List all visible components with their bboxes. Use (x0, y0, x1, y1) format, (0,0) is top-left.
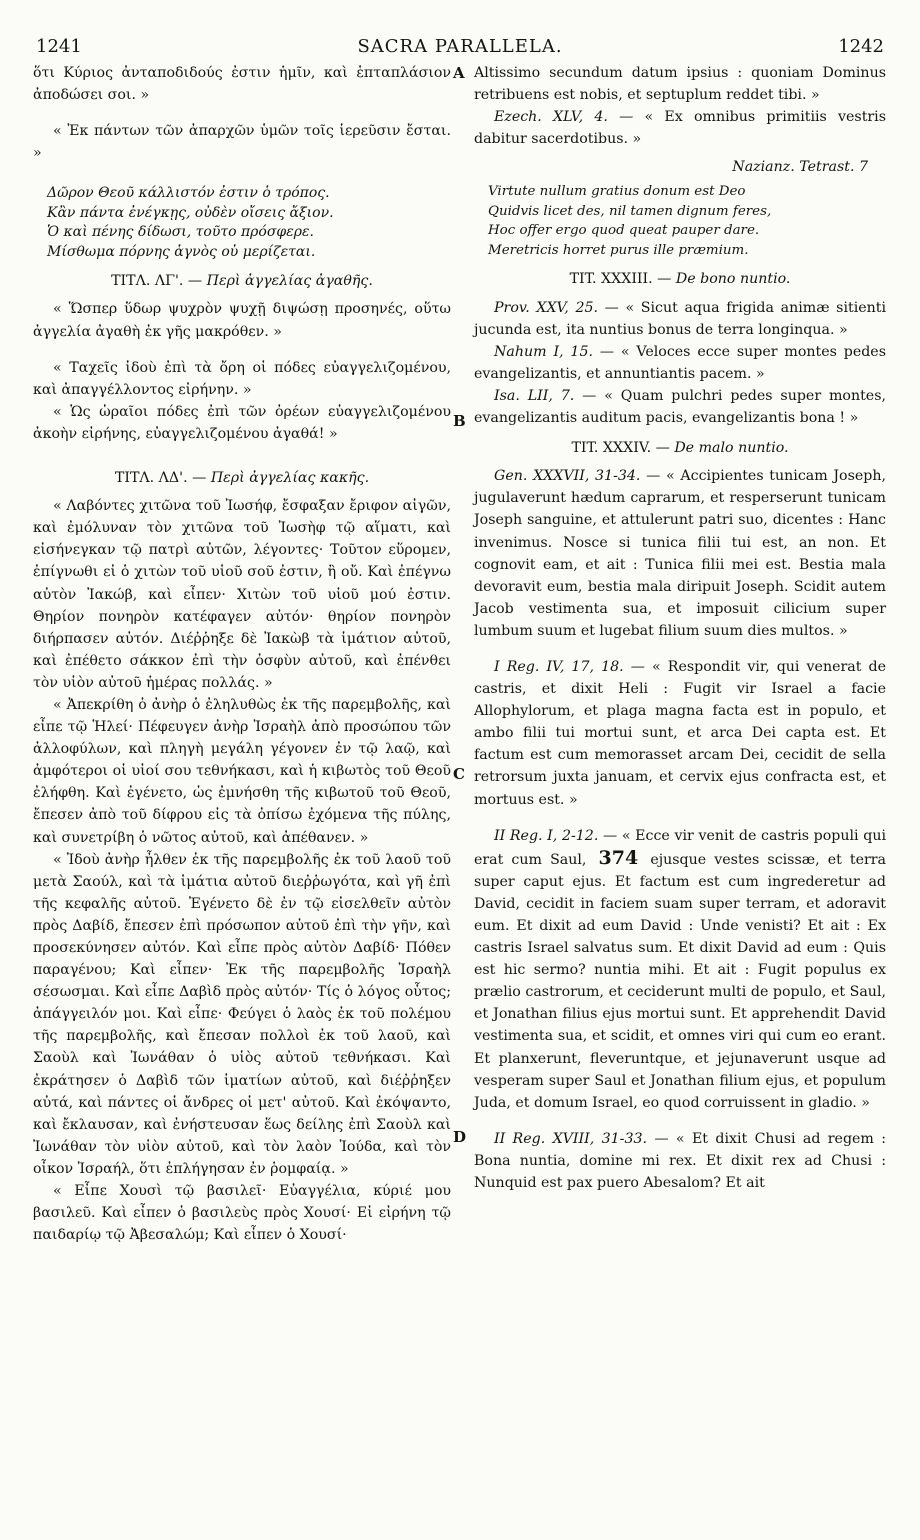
margin-marker-c: C (453, 765, 465, 783)
latin-paragraph: I Reg. IV, 17, 18. — « Respondit vir, qui venerat de castris, et dixit Heli : Fugit vir Israel a facie Allophylorum, et plaga magna facta est in populo, et ambo filii tui mortui sunt, et arca Dei capta est. Et factum est cum memorasset arcam Dei, cecidit de sella retrorsum juxta januam, et cervix ejus confracta est, et mortuus est. » (474, 658, 886, 808)
poem-line: Meretricis horret purus ille præmium. (488, 242, 749, 258)
margin-marker-b: B (453, 412, 466, 430)
scripture-reference: Ezech. XLV, 4. — (494, 109, 634, 126)
poem-source: Nazianz. Tetrast. 7 (732, 159, 868, 176)
running-title: SACRA PARALLELA. (357, 36, 563, 57)
scripture-reference: II Reg. I, 2-12. — (494, 827, 618, 844)
greek-paragraph: « Εἶπε Χουσὶ τῷ βασιλεῖ· Εὐαγγέλια, κύριέ μου βασιλεῦ. Καὶ εἶπεν ὁ βασιλεὺς πρὸς Χουσί· Εἰ εἰρήνη τῷ παιδαρίῳ τῷ Ἀβεσαλώμ; Καὶ εἶπεν ὁ Χουσί· (33, 1183, 451, 1244)
scripture-reference: Prov. XXV, 25. — (494, 299, 619, 316)
poem-line: Κἂν πάντα ἐνέγκῃς, οὐδὲν οἴσεις ἄξιον. (47, 204, 334, 221)
latin-column (474, 62, 886, 1194)
poem-line: Hoc offer ergo quod queat pauper dare. (488, 223, 760, 239)
latin-paragraph: Prov. XXV, 25. — « Sicut aqua frigida animæ sitienti jucunda est, ita nuntius bonus de terra longinqua. » (474, 299, 886, 338)
section-title (33, 467, 451, 489)
poem-line: Μίσθωμα πόρνης ἁγνὸς οὐ μερίζεται. (47, 243, 316, 260)
margin-marker-a: A (453, 64, 465, 82)
scripture-reference: Isa. LII, 7. — (494, 387, 597, 404)
section-name: De bono nuntio. (675, 271, 791, 288)
greek-paragraph: « Λαβόντες χιτῶνα τοῦ Ἰωσήφ, ἔσφαξαν ἔριφον αἰγῶν, καὶ ἐμόλυναν τὸν χιτῶνα τοῦ Ἰωσὴφ τῷ αἵματι, καὶ εἰσήνεγκαν τῷ πατρὶ αὐτῶν, λέγοντες· Τοῦτον εὕρομεν, ἐπίγνωθι εἰ ὁ χιτὼν τοῦ υἱοῦ σοῦ ἐστιν, ἢ οὔ. Καὶ ἐπέγνω αὐτὸν Ἰακώβ, καὶ εἶπεν· Χιτὼν τοῦ υἱοῦ μού ἐστιν. Θηρίον πονηρὸν κατέφαγεν αὐτόν· θηρίον πονηρὸν διήρπασεν αὐτόν. Διέῤῥηξε δὲ Ἰακὼβ τὰ ἱμάτιον αὐτοῦ, καὶ ἐπέθετο σάκκον ἐπὶ τὴν ὀσφὺν αὐτοῦ, καὶ ἐπένθει τὸν υἱὸν αὐτοῦ ἡμέρας πολλάς. » (33, 498, 451, 691)
scripture-reference: Gen. XXXVII, 31-34. — (494, 468, 661, 485)
latin-paragraph: Isa. LII, 7. — « Quam pulchri pedes super montes, evangelizantis auditum pacis, evangelizantis bona ! » (474, 387, 886, 427)
page-number-right: 1242 (838, 36, 884, 57)
greek-paragraph: « Ταχεῖς ἰδοὺ ἐπὶ τὰ ὄρη οἱ πόδες εὐαγγελιζομένου, καὶ ἀπαγγέλλοντος εἰρήνην. » (33, 359, 451, 398)
poem-line: Δῶρον Θεοῦ κάλλιστόν ἐστιν ὁ τρόπος. (47, 185, 330, 202)
section-number: TIT. XXXIII. — (569, 271, 672, 288)
section-number: ΤΙΤΛ. ΛΓ'. — (111, 273, 203, 290)
greek-column (33, 62, 451, 1246)
greek-paragraph: « Ἐκ πάντων τῶν ἀπαρχῶν ὑμῶν τοῖς ἱερεῦσιν ἔσται. » (33, 123, 451, 162)
latin-paragraph: Altissimo secundum datum ipsius : quoniam Dominus retribuens est nobis, et septuplum reddet tibi. » (474, 65, 886, 104)
scripture-reference: I Reg. IV, 17, 18. — (494, 658, 645, 675)
poem-line: Ὁ καὶ πένης δίδωσι, τοῦτο πρόσφερε. (47, 224, 314, 241)
section-name: De malo nuntio. (674, 440, 789, 457)
section-name: Περὶ ἀγγελίας κακῆς. (210, 470, 370, 487)
scripture-reference: Nahum I, 15. — (494, 343, 615, 360)
poem-line: Virtute nullum gratius donum est Deo (488, 184, 746, 200)
latin-poem (488, 182, 886, 260)
latin-paragraph: Ezech. XLV, 4. — « Ex omnibus primitiis vestris dabitur sacerdotibus. » (474, 109, 887, 148)
section-title (474, 437, 886, 459)
section-title (474, 268, 886, 290)
poem-line: Quidvis licet des, nil tamen dignum feres, (488, 203, 772, 219)
greek-paragraph: « Ὡς ὡραῖοι πόδες ἐπὶ τῶν ὀρέων εὐαγγελιζομένου ἀκοὴν εἰρήνης, εὐαγγελιζομένου ἀγαθά! » (33, 403, 451, 442)
page-number-left: 1241 (36, 36, 82, 57)
latin-paragraph: Nahum I, 15. — « Veloces ecce super montes pedes evangelizantis, et annuntiantis pacem. » (474, 343, 886, 382)
page-header (0, 36, 920, 62)
greek-paragraph: « Ὥσπερ ὕδωρ ψυχρὸν ψυχῇ διψώσῃ προσηνές, οὕτω ἀγγελία ἀγαθὴ ἐκ γῆς μακρόθεν. » (33, 301, 451, 340)
greek-paragraph: ὅτι Κύριος ἀνταποδιδούς ἐστιν ἡμῖν, καὶ ἑπταπλάσιον ἀποδώσει σοι. » (33, 65, 451, 104)
scripture-reference: II Reg. XVIII, 31-33. — (494, 1130, 669, 1147)
migne-column-number: 374 (598, 846, 639, 869)
section-number: ΤΙΤΛ. ΛΔ'. — (114, 470, 207, 487)
section-number: TIT. XXXIV. — (571, 440, 670, 457)
latin-paragraph: II Reg. I, 2-12. — « Ecce vir venit de castris populi qui erat cum Saul, 374 ejusque vestes scissæ, et terra super caput ejus. Et factum est cum ingrederetur ad David, cecidit in faciem suam super terram, et adoravit eum. Et dixit ad eum David : Unde venisti? Et ait : Ex castris Israel salvatus sum. Et dixit David ad eum : Quis est hic sermo? nuntia mihi. Et ait : Fugit populus ex prælio castrorum, et ceciderunt multi de populo, et Saul, et Jonathan filius ejus mortui sunt. Et apprehendit David vestimenta sua, et scidit, et omnes viri qui cum eo erant. Et planxerunt, fleveruntque, et jejunaverunt usque ad vesperam super Saul et Jonathan filium ejus, et populum Juda, et domum Israel, eo quod corruissent in gladio. » (474, 827, 887, 1111)
latin-paragraph: II Reg. XVIII, 31-33. — « Et dixit Chusi ad regem : Bona nuntia, domine mi rex. Et dixit rex ad Chusi : Nunquid est pax puero Abesalom? Et ait (474, 1130, 887, 1192)
greek-poem (47, 184, 451, 262)
margin-marker-d: D (453, 1128, 467, 1146)
section-title (33, 270, 451, 292)
greek-paragraph: « Ἀπεκρίθη ὁ ἀνὴρ ὁ ἐληλυθὼς ἐκ τῆς παρεμβολῆς, καὶ εἶπε τῷ Ἡλεί· Πέφευγεν ἀνὴρ Ἰσραὴλ ἀπὸ προσώπου τῶν ἀλλοφύλων, καὶ πληγὴ μεγάλη γέγονεν ἐν τῷ λαῷ, καὶ ἀμφότεροι οἱ υἱοί σου τεθνήκασι, καὶ ἡ κιβωτὸς τοῦ Θεοῦ ἐλήφθη. Καὶ ἐγένετο, ὡς ἐμνήσθη τῆς κιβωτοῦ τοῦ Θεοῦ, ἔπεσεν ἀπὸ τοῦ δίφρου εἰς τὰ ὀπίσω ἐχόμενα τῆς πύλης, καὶ συνετρίβη ὁ νῶτος αὐτοῦ, καὶ ἀπέθανεν. » (33, 696, 451, 846)
greek-paragraph: « Ἰδοὺ ἀνὴρ ἦλθεν ἐκ τῆς παρεμβολῆς ἐκ τοῦ λαοῦ τοῦ μετὰ Σαούλ, καὶ τὰ ἱμάτια αὐτοῦ διεῤῥωγότα, καὶ γῆ ἐπὶ τῆς κεφαλῆς αὐτοῦ. Ἐγένετο δὲ ἐν τῷ εἰσελθεῖν αὐτὸν πρὸς Δαβίδ, ἔπεσεν ἐπὶ πρόσωπον αὐτοῦ ἐπὶ τὴν γῆν, καὶ προσεκύνησεν αὐτόν. Καὶ εἶπε πρὸς αὐτὸν Δαβίδ· Πόθεν παραγένου; Καὶ εἶπεν· Ἐκ τῆς παρεμβολῆς Ἰσραὴλ σέσωσμαι. Καὶ εἶπε Δαβὶδ πρὸς αὐτόν· Τίς ὁ λόγος οὗτος; ἀπάγγειλόν μοι. Καὶ εἶπε· Φεύγει ὁ λαὸς ἐκ τοῦ πολέμου τῆς παρεμβολῆς, καὶ ἔπεσαν πολλοὶ ἐκ τοῦ λαοῦ, καὶ Σαοὺλ καὶ Ἰωνάθαν ὁ υἱὸς αὐτοῦ τεθνήκασι. Καὶ ἐκράτησεν ὁ Δαβὶδ τῶν ἱματίων αὐτοῦ, καὶ διέῤῥηξεν αὐτά, καὶ πάντες οἱ ἄνδρες οἱ μετ' αὐτοῦ. Καὶ ἐκόψαντο, καὶ ἔκλαυσαν, καὶ ἐνήστευσαν ἕως δείλης ἐπὶ Σαοὺλ καὶ Ἰωνάθαν τὸν υἱὸν αὐτοῦ, καὶ τὸν λαὸν Ἰούδα, καὶ τὸν οἶκον Ἰσραήλ, ὅτι ἐπλήγησαν ἐν ῥομφαίᾳ. » (33, 851, 451, 1177)
section-name: Περὶ ἀγγελίας ἀγαθῆς. (206, 273, 373, 290)
latin-paragraph: Gen. XXXVII, 31-34. — « Accipientes tunicam Joseph, jugulaverunt hædum caprarum, et resperserunt tunicam Joseph sanguine, et attulerunt patri suo, dicentes : Hanc invenimus. Nosce si tunica filii tui est, an non. Et cognovit eam, et ait : Tunica filii mei est. Bestia mala devoravit eum, bestia mala diripuit Joseph. Scidit autem Jacob vestimenta sua, et imposuit cilicium super lumbum suum et lugebat filium suum dies multos. » (474, 468, 887, 639)
